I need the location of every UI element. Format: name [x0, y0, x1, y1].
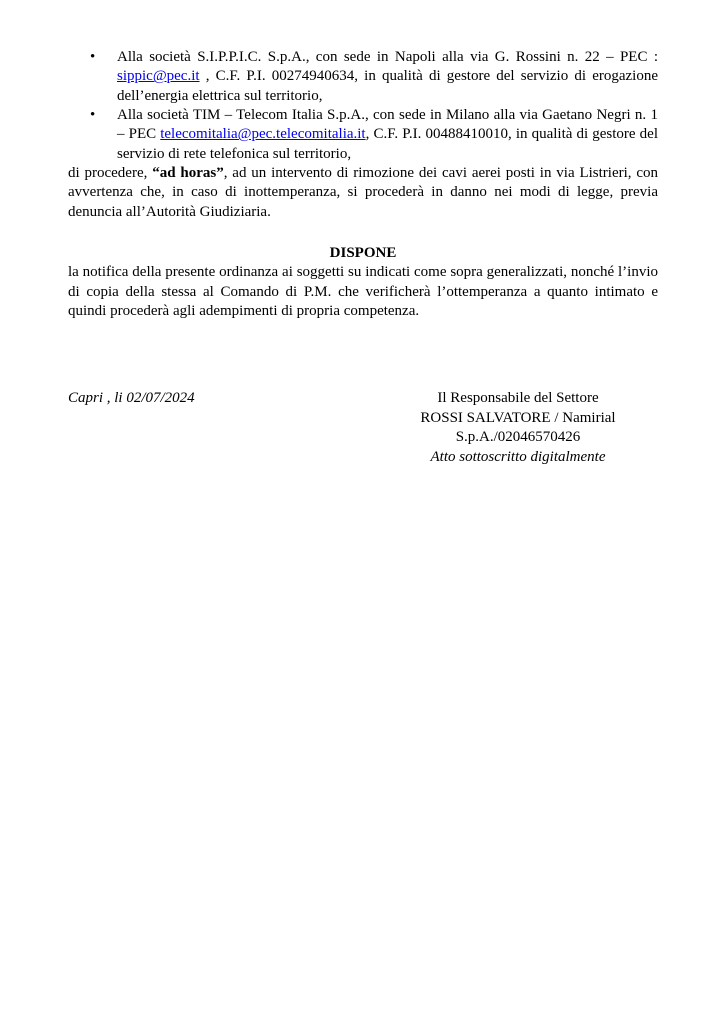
order-text-before: di procedere, [68, 165, 153, 182]
order-text-after: , ad un intervento di rimozione dei cavi aerei posti in via Listrieri, con avvertenza che, in caso di inottemperanza, si procederà in danno nei modi di legge, previa denuncia all’Autorità Giudiziaria. [68, 165, 658, 220]
notification-paragraph: la notifica della presente ordinanza ai soggetti su indicati come sopra generalizzati, nonché l’invio di copia della stessa al Comando di P.M. che verificherà l’ottemperanza a quanto intimato e quindi procederà agli adempimenti di propria competenza. [68, 264, 658, 320]
digital-signature-note: Atto sottoscritto digitalmente [430, 448, 606, 465]
recipient-list [90, 48, 658, 164]
recipient-text-sippic [117, 48, 658, 106]
recipient-text-before: Alla società TIM – Telecom Italia S.p.A., con sede in Milano alla via Gaetano Negri n. 1 – PEC [117, 107, 658, 143]
recipient-text-before: Alla società S.I.P.P.I.C. S.p.A., con sede in Napoli alla via G. Rossini n. 22 – PEC : [117, 49, 658, 65]
signer-role: Il Responsabile del Settore [437, 390, 599, 407]
sippic-email-link[interactable]: sippic@pec.it [117, 68, 200, 85]
place-date: Capri , li 02/07/2024 [68, 390, 195, 407]
order-paragraph [68, 164, 658, 222]
list-item [90, 106, 658, 164]
recipient-text-after: , C.F. P.I. 00488410010, in qualità di gestore del servizio di rete telefonica sul territorio, [117, 126, 658, 162]
bullet-icon: • [90, 49, 96, 65]
signature-block [378, 389, 658, 466]
dispone-heading: DISPONE [329, 245, 397, 262]
recipient-text-tim [117, 106, 658, 164]
bullet-icon: • [90, 107, 96, 124]
recipient-text-after: , C.F. P.I. 00274940634, in qualità di gestore del servizio di erogazione dell’energia elettrica sul territorio, [117, 68, 658, 104]
ad-horas-emphasis: “ad horas” [152, 165, 224, 182]
signer-company-id: S.p.A./02046570426 [455, 429, 581, 446]
list-item [90, 48, 658, 106]
signature-row [68, 389, 658, 466]
signer-name: ROSSI SALVATORE / Namirial [420, 409, 616, 426]
telecomitalia-email-link[interactable]: telecomitalia@pec.telecomitalia.it [160, 126, 366, 143]
